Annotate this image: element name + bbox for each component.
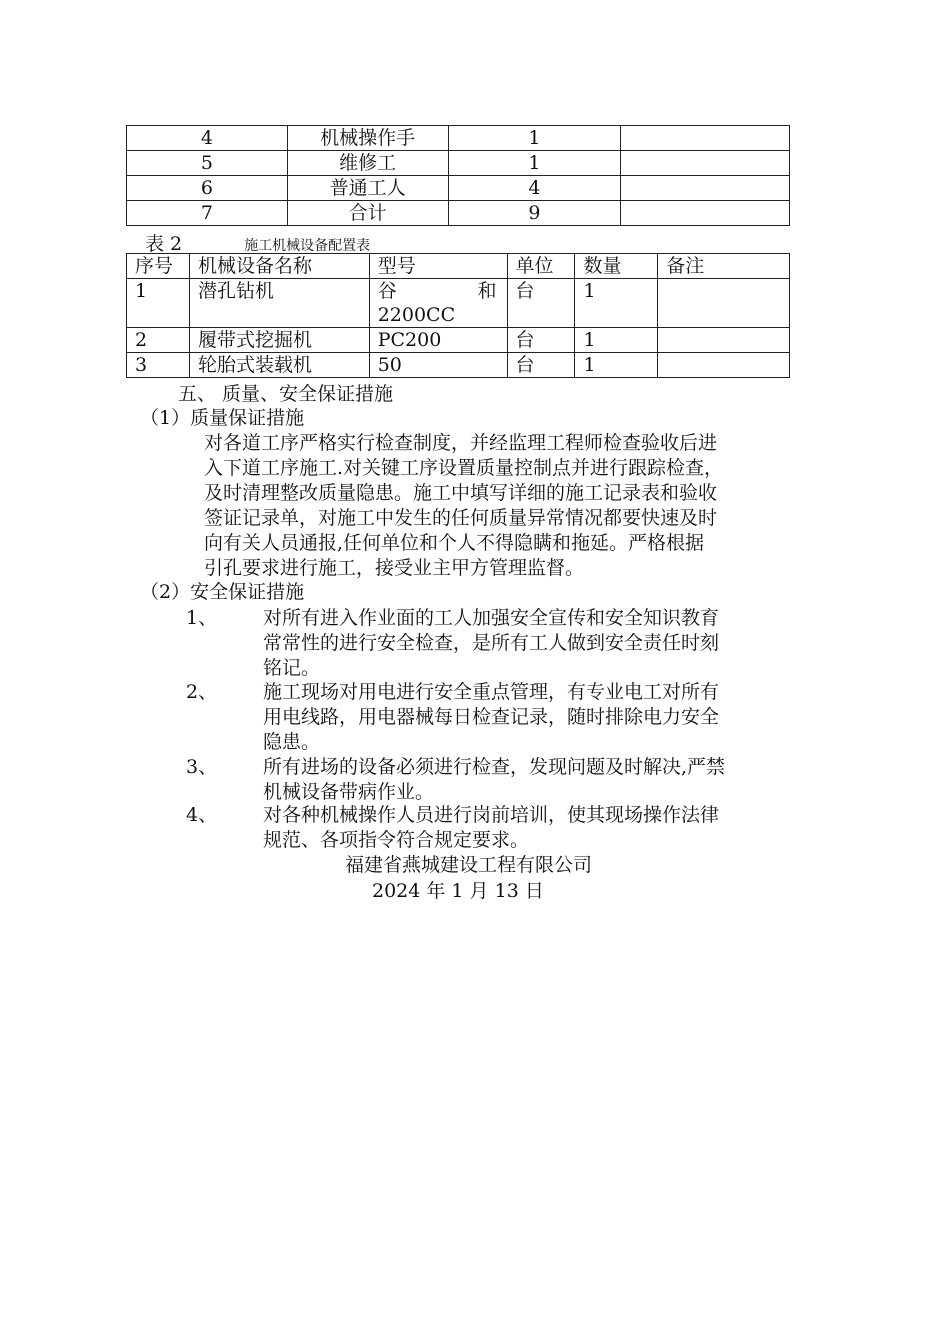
caption-title: 施工机械设备配置表 [244, 238, 371, 254]
table-cell [658, 279, 790, 328]
safety-heading: （2）安全保证措施 [140, 581, 305, 603]
item-line: 规范、各项指令符合规定要求。 [263, 829, 530, 851]
table-cell: 履带式挖掘机 [189, 328, 369, 353]
table-caption [145, 229, 370, 256]
column-header: 序号 [127, 254, 190, 279]
table-cell: 7 [127, 201, 288, 226]
table-cell [621, 151, 790, 176]
table-cell: 1 [575, 353, 658, 378]
table-cell [658, 353, 790, 378]
table-cell: 台 [507, 328, 575, 353]
table-cell [621, 176, 790, 201]
table-cell [621, 126, 790, 151]
table-cell: 4 [127, 126, 288, 151]
table-cell: 9 [448, 201, 621, 226]
table-cell: 维修工 [287, 151, 448, 176]
table-cell: 1 [575, 279, 658, 328]
item-line: 对各种机械操作人员进行岗前培训，使其现场操作法律 [263, 804, 720, 826]
list-item [263, 803, 823, 853]
list-number: 3、 [186, 756, 218, 778]
model-text: 谷 [377, 280, 397, 302]
list-number: 4、 [186, 804, 218, 826]
item-line: 隐患。 [263, 731, 321, 753]
table-cell [621, 201, 790, 226]
column-header: 机械设备名称 [189, 254, 369, 279]
table-row [127, 176, 790, 201]
paragraph-line: 签证记录单，对施工中发生的任何质量异常情况都要快速及时 [204, 507, 718, 529]
paragraph-line: 引孔要求进行施工，接受业主甲方管理监督。 [204, 557, 585, 579]
item-line: 施工现场对用电进行安全重点管理，有专业电工对所有 [263, 681, 720, 703]
paragraph-line: 及时清理整改质量隐患。施工中填写详细的施工记录表和验收 [204, 482, 718, 504]
column-header: 数量 [575, 254, 658, 279]
item-line: 铭记。 [263, 657, 321, 679]
list-number: 1、 [186, 607, 218, 629]
item-line: 常常性的进行安全检查，是所有工人做到安全责任时刻 [263, 632, 720, 654]
table-row [127, 353, 790, 378]
paragraph-line: 入下道工序施工.对关键工序设置质量控制点并进行跟踪检查， [204, 457, 724, 479]
paragraph-line: 向有关人员通报,任何单位和个人不得隐瞒和拖延。严格根据 [204, 532, 705, 554]
table-cell: 1 [575, 328, 658, 353]
table-cell: 台 [507, 279, 575, 328]
quality-paragraph [204, 431, 723, 581]
item-line: 对所有进入作业面的工人加强安全宣传和安全知识教育 [263, 607, 720, 629]
table-header-row [127, 254, 790, 279]
model-text: 2200CC [377, 304, 456, 326]
paragraph-line: 对各道工序严格实行检查制度，并经监理工程师检查验收后进 [204, 432, 718, 454]
item-line: 机械设备带病作业。 [263, 781, 435, 803]
table-cell: 普通工人 [287, 176, 448, 201]
table-cell: 1 [448, 151, 621, 176]
table-row [127, 279, 790, 328]
company-name: 福建省燕城建设工程有限公司 [345, 854, 593, 876]
table-cell: 2 [127, 328, 190, 353]
table-cell: 5 [127, 151, 288, 176]
section-heading: 五、 质量、安全保证措施 [178, 383, 394, 405]
table-cell: 合计 [287, 201, 448, 226]
quality-heading: （1）质量保证措施 [140, 407, 305, 429]
table-cell: 机械操作手 [287, 126, 448, 151]
table-cell: 潜孔钻机 [189, 279, 369, 328]
column-header: 型号 [369, 254, 507, 279]
column-header: 备注 [658, 254, 790, 279]
table-cell: PC200 [369, 328, 507, 353]
table-row [127, 126, 790, 151]
table-row [127, 151, 790, 176]
table-cell: 轮胎式装载机 [189, 353, 369, 378]
list-item [263, 755, 823, 805]
list-number: 2、 [186, 681, 218, 703]
table-cell: 1 [127, 279, 190, 328]
table-cell: 台 [507, 353, 575, 378]
table-row [127, 328, 790, 353]
table-cell [658, 328, 790, 353]
item-line: 用电线路，用电器械每日检查记录，随时排除电力安全 [263, 706, 720, 728]
caption-prefix: 表 2 [145, 233, 183, 255]
item-line: 所有进场的设备必须进行检查，发现问题及时解决,严禁 [263, 756, 726, 778]
table-cell: 1 [448, 126, 621, 151]
table-cell: 4 [448, 176, 621, 201]
equipment-table [126, 253, 790, 378]
table-cell-model [369, 279, 507, 328]
column-header: 单位 [507, 254, 575, 279]
list-item [263, 606, 823, 681]
signature-date: 2024 年 1 月 13 日 [372, 880, 544, 902]
model-text: 和 [477, 280, 497, 302]
table-cell: 3 [127, 353, 190, 378]
table-cell: 6 [127, 176, 288, 201]
staff-table [126, 125, 790, 226]
table-row [127, 201, 790, 226]
list-item [263, 680, 823, 755]
table-cell: 50 [369, 353, 507, 378]
